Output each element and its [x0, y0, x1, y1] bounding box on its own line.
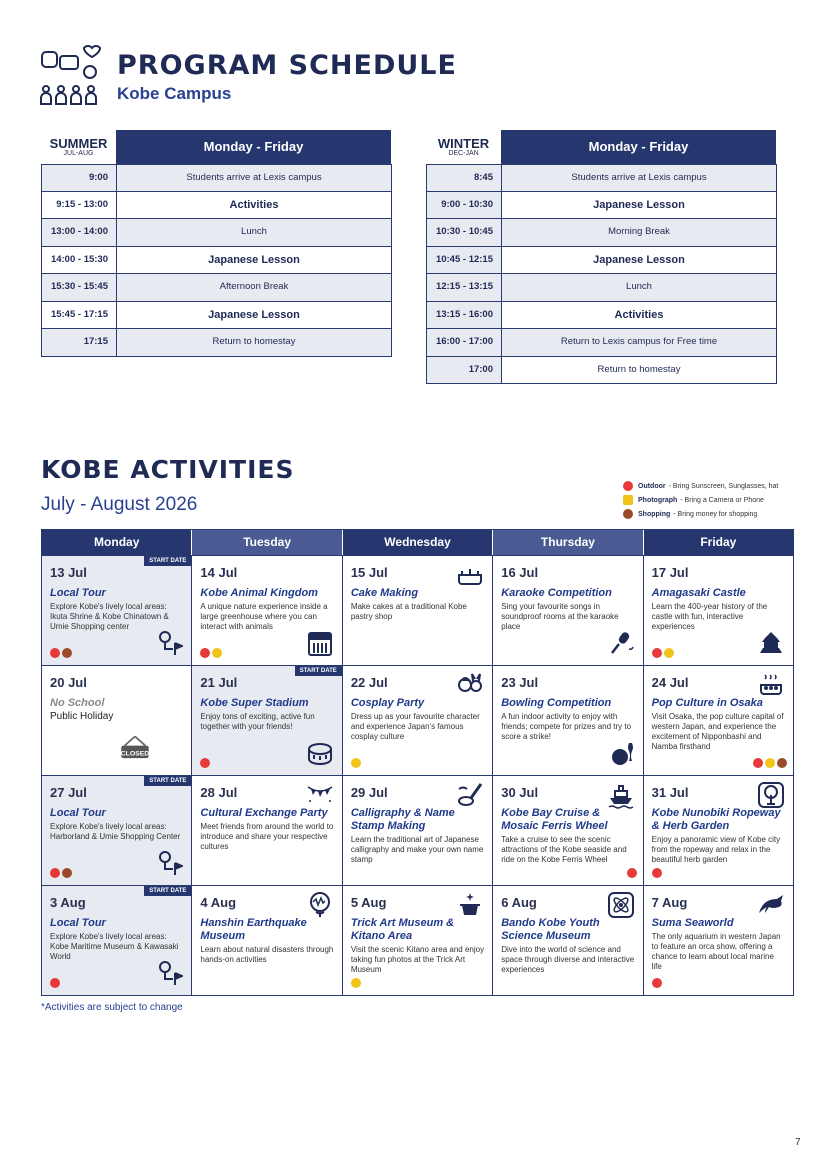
activity-badges: [652, 978, 662, 988]
sun-icon: [753, 758, 763, 768]
schedule-time: 17:00: [427, 357, 502, 384]
activity-date: 13 Jul: [50, 565, 87, 580]
activity-badges: [50, 648, 72, 658]
activity-date: 23 Jul: [501, 675, 539, 690]
schedule-activity: Japanese Lesson: [208, 253, 300, 266]
activity-date: 24 Jul: [651, 675, 689, 690]
takoyaki-icon: [757, 671, 785, 699]
schedule-row: [41, 192, 392, 220]
activity-date: 5 Aug: [350, 895, 387, 910]
activity-badges: [351, 978, 361, 988]
schedule-activity: Japanese Lesson: [593, 253, 685, 266]
legend-label: Outdoor: [638, 482, 666, 490]
calendar-day-header: [42, 530, 793, 555]
activity-title: Kobe Super Stadium: [200, 697, 309, 709]
legend-item-outdoor: [623, 479, 778, 493]
activity-title: Kobe Nunobiki Ropeway & Herb Garden: [651, 807, 781, 832]
dollar-icon: [623, 509, 633, 519]
camera-icon: [351, 978, 361, 988]
bowling-icon: [607, 739, 635, 767]
schedule-activity: Lunch: [241, 226, 267, 237]
dolphin-icon: [757, 891, 785, 919]
schedule-activity: Activities: [229, 198, 279, 211]
activity-description: The only aquarium in western Japan to feature an orca show, offering a chance to learn about local marine life: [651, 932, 781, 971]
activity-cell: [192, 886, 342, 995]
schedule-time: 13:00 - 14:00: [42, 219, 117, 246]
sun-icon: [652, 648, 662, 658]
schedule-time: 10:30 - 10:45: [427, 219, 502, 246]
dollar-icon: [777, 758, 787, 768]
schedule-activity: Japanese Lesson: [593, 198, 685, 211]
winter-schedule: [426, 130, 777, 384]
days-header: Monday - Friday: [116, 130, 391, 164]
activity-badges: [627, 868, 637, 878]
activity-date: 31 Jul: [651, 785, 689, 800]
camera-icon: [351, 758, 361, 768]
season-name: WINTER: [437, 136, 490, 151]
activities-calendar: [41, 529, 794, 996]
activity-badges: [200, 758, 210, 768]
schedule-row: [41, 302, 392, 330]
page-number: 7: [795, 1137, 801, 1148]
activities-title: KOBE ACTIVITIES: [41, 455, 295, 484]
legend: [623, 479, 778, 521]
map-pin-flag-icon: [155, 959, 183, 987]
sun-icon: [623, 481, 633, 491]
schedule-time: 10:45 - 12:15: [427, 247, 502, 274]
activity-cell: [192, 666, 342, 775]
activity-description: Visit Osaka, the pop culture capital of western Japan, and experience the excitement of Nipponbashi and Namba firsthand: [651, 712, 784, 751]
schedule-time: 12:15 - 13:15: [427, 274, 502, 301]
schedule-time: 9:00 - 10:30: [427, 192, 502, 219]
season-name: SUMMER: [49, 136, 108, 151]
activity-date: 20 Jul: [50, 675, 87, 690]
sun-icon: [50, 648, 60, 658]
activity-description: Explore Kobe's lively local areas: Harborland & Umie Shopping Center: [50, 822, 181, 841]
activity-title: Kobe Bay Cruise & Mosaic Ferris Wheel: [501, 807, 608, 832]
activity-cell: [343, 556, 493, 665]
schedule-row: [426, 357, 777, 385]
activity-cell: [493, 776, 643, 885]
calendar-week: [42, 885, 793, 995]
activity-title: Trick Art Museum & Kitano Area: [350, 917, 455, 942]
activity-date: 27 Jul: [50, 785, 87, 800]
activity-description: Learn the 400-year history of the castle with fun, interactive experiences: [651, 602, 768, 631]
activity-description: Public Holiday: [50, 711, 114, 722]
activity-description: Make cakes at a traditional Kobe pastry shop: [350, 602, 467, 621]
sun-icon: [50, 978, 60, 988]
activity-cell: [644, 776, 793, 885]
activity-description: Explore Kobe's lively local areas: Kobe Maritime Museum & Kawasaki World: [50, 932, 179, 961]
activity-date: 29 Jul: [350, 785, 388, 800]
activity-cell: [192, 776, 342, 885]
activity-title: Karaoke Competition: [501, 587, 612, 599]
activity-description: Take a cruise to see the scenic attractions of the Kobe seaside and ride on the Kobe Ferris Wheel: [501, 835, 627, 864]
schedule-row: [41, 219, 392, 247]
legend-text: - Bring Sunscreen, Sunglasses, hat: [668, 482, 779, 490]
page-title: PROGRAM SCHEDULE: [117, 50, 457, 81]
activity-description: A unique nature experience inside a large greenhouse where you can interact with animals: [200, 602, 328, 631]
activity-cell: [644, 666, 793, 775]
activity-cell: [42, 556, 192, 665]
schedule-activity: Students arrive at Lexis campus: [571, 172, 707, 183]
schedule-row: [426, 302, 777, 330]
ship-icon: [607, 781, 635, 809]
schedule-time: 16:00 - 17:00: [427, 329, 502, 356]
activity-description: Enjoy a panoramic view of Kobe city from the ropeway and relax in the beautiful herb garden: [651, 835, 781, 864]
atom-icon: [607, 891, 635, 919]
svg-text:CLOSED: CLOSED: [121, 750, 150, 758]
season-months: DEC-JAN: [448, 150, 479, 157]
activity-cell: [42, 666, 192, 775]
sun-icon: [652, 868, 662, 878]
activity-badges: [753, 758, 787, 768]
schedule-row: [426, 164, 777, 192]
schedule-time: 9:00: [42, 165, 117, 191]
schedule-activity: Return to homestay: [212, 336, 296, 347]
activity-badges: [50, 978, 60, 988]
activity-date: 3 Aug: [50, 895, 86, 910]
activity-date: 21 Jul: [200, 675, 238, 690]
schedule-row: [426, 274, 777, 302]
activity-badges: [200, 648, 222, 658]
activity-title: Local Tour: [50, 587, 106, 599]
activities-period: July - August 2026: [41, 494, 198, 515]
calendar-week: [42, 555, 793, 665]
season-label: [41, 130, 116, 164]
season-months: JUL-AUG: [63, 150, 94, 157]
tree-icon: [757, 781, 785, 809]
activity-description: Meet friends from around the world to introduce and share your respective cultures: [200, 822, 334, 851]
activity-title: Bowling Competition: [501, 697, 612, 709]
activity-description: Explore Kobe's lively local areas: Ikuta Shrine & Kobe Chinatown & Umie Shopping center: [50, 602, 169, 631]
schedule-activity: Return to homestay: [597, 363, 681, 375]
schedule-row: [41, 329, 392, 357]
activity-description: Learn the traditional art of Japanese calligraphy and make your own name stamp: [350, 835, 484, 864]
dollar-icon: [62, 868, 72, 878]
activity-cell: [42, 776, 192, 885]
magic-hat-icon: [456, 891, 484, 919]
campus-subtitle: Kobe Campus: [117, 84, 232, 103]
schedule-time: 8:45: [427, 165, 502, 191]
camera-icon: [664, 648, 674, 658]
activity-date: 28 Jul: [200, 785, 238, 800]
legend-text: - Bring a Camera or Phone: [680, 496, 764, 504]
day-friday: Friday: [644, 530, 793, 555]
schedule-row: [41, 164, 392, 192]
people-chat-icon: [40, 44, 102, 106]
activity-description: Dress up as your favourite character and experience Japan's famous cosplay culture: [350, 712, 480, 741]
activity-date: 4 Aug: [200, 895, 237, 910]
activity-title: Local Tour: [50, 807, 106, 819]
activity-title: Cultural Exchange Party: [200, 807, 328, 819]
schedule-time: 17:15: [42, 329, 117, 356]
schedule-row: [426, 219, 777, 247]
activity-badges: [351, 758, 361, 768]
activity-title: Local Tour: [50, 917, 106, 929]
day-monday: Monday: [42, 530, 192, 555]
schedule-activity: Students arrive at Lexis campus: [186, 172, 322, 183]
schedule-time: 9:15 - 13:00: [42, 192, 117, 219]
camera-icon: [765, 758, 775, 768]
activity-title: No School: [50, 697, 105, 709]
activity-cell: [42, 886, 192, 995]
activity-cell: [192, 556, 342, 665]
start-date-badge: START DATE: [295, 666, 342, 676]
activity-date: 7 Aug: [651, 895, 688, 910]
activity-title: Amagasaki Castle: [651, 587, 746, 599]
activity-title: Cake Making: [350, 587, 419, 599]
activity-title: Pop Culture in Osaka: [651, 697, 763, 709]
activity-description: Dive into the world of science and space through diverse and interactive experiences: [501, 945, 635, 974]
schedule-row: [426, 192, 777, 220]
schedule-time: 15:45 - 17:15: [42, 302, 117, 329]
activity-description: Visit the scenic Kitano area and enjoy taking fun photos at the Trick Art Museum: [350, 945, 485, 974]
schedule-activity: Activities: [614, 308, 664, 321]
day-thursday: Thursday: [493, 530, 643, 555]
season-label: [426, 130, 501, 164]
activity-title: Bando Kobe Youth Science Museum: [501, 917, 600, 942]
legend-text: - Bring money for shopping: [673, 510, 758, 518]
sun-icon: [200, 758, 210, 768]
activity-badges: [652, 648, 674, 658]
day-tuesday: Tuesday: [192, 530, 342, 555]
start-date-badge: START DATE: [144, 776, 191, 786]
activity-description: Learn about natural disasters through hands-on activities: [200, 945, 334, 964]
legend-label: Shopping: [638, 510, 671, 518]
bunting-icon: [306, 781, 334, 809]
disclaimer-note: *Activities are subject to change: [41, 1002, 183, 1013]
sun-icon: [50, 868, 60, 878]
activity-cell: [644, 886, 793, 995]
activity-cell: [493, 886, 643, 995]
zoo-icon: [306, 629, 334, 657]
schedule-activity: Morning Break: [608, 226, 670, 237]
summer-schedule: [41, 130, 392, 357]
schedule-activity: Afternoon Break: [219, 281, 289, 292]
schedule-time: 14:00 - 15:30: [42, 247, 117, 274]
schedule-activity: Japanese Lesson: [208, 308, 300, 321]
brush-icon: [456, 781, 484, 809]
activity-title: Hanshin Earthquake Museum: [200, 917, 307, 942]
activity-date: 6 Aug: [501, 895, 537, 910]
schedule-row: [426, 247, 777, 275]
activity-date: 16 Jul: [501, 565, 539, 580]
day-wednesday: Wednesday: [343, 530, 493, 555]
activity-cell: [493, 666, 643, 775]
activity-title: Calligraphy & Name Stamp Making: [350, 807, 455, 832]
activity-description: Sing your favourite songs in soundproof rooms at the karaoke place: [501, 602, 619, 631]
activity-description: A fun indoor activity to enjoy with friends; compete for prizes and try to score a strike!: [501, 712, 632, 741]
legend-item-photo: [623, 493, 778, 507]
activity-cell: [343, 666, 493, 775]
activity-title: Kobe Animal Kingdom: [200, 587, 318, 599]
activity-description: Enjoy tons of exciting, active fun together with your friends!: [200, 712, 315, 731]
activity-title: Cosplay Party: [350, 697, 425, 709]
activity-badges: [50, 868, 72, 878]
sun-icon: [652, 978, 662, 988]
activity-date: 17 Jul: [651, 565, 689, 580]
schedule-time: 13:15 - 16:00: [427, 302, 502, 329]
castle-icon: [757, 629, 785, 657]
closed-sign-icon: [119, 733, 151, 765]
activity-date: 15 Jul: [350, 565, 388, 580]
camera-icon: [623, 495, 633, 505]
activity-date: 30 Jul: [501, 785, 539, 800]
activity-cell: [644, 556, 793, 665]
days-header: Monday - Friday: [501, 130, 776, 164]
cake-icon: [456, 561, 484, 589]
schedule-activity: Return to Lexis campus for Free time: [560, 336, 718, 347]
activity-date: 14 Jul: [200, 565, 238, 580]
stadium-icon: [306, 739, 334, 767]
activity-title: Suma Seaworld: [651, 917, 734, 929]
activity-badges: [652, 868, 662, 878]
calendar-week: [42, 775, 793, 885]
microphone-icon: [607, 629, 635, 657]
activity-date: 22 Jul: [350, 675, 388, 690]
legend-item-shopping: [623, 507, 778, 521]
sun-icon: [627, 868, 637, 878]
schedule-activity: Lunch: [626, 281, 652, 292]
start-date-badge: START DATE: [144, 556, 191, 566]
map-pin-flag-icon: [155, 629, 183, 657]
start-date-badge: START DATE: [144, 886, 191, 896]
schedule-row: [426, 329, 777, 357]
map-pin-flag-icon: [155, 849, 183, 877]
calendar-week: [42, 665, 793, 775]
sun-icon: [200, 648, 210, 658]
activity-cell: [493, 556, 643, 665]
camera-icon: [212, 648, 222, 658]
schedule-row: [41, 274, 392, 302]
schedule-row: [41, 247, 392, 275]
dollar-icon: [62, 648, 72, 658]
activity-cell: [343, 776, 493, 885]
activity-cell: [343, 886, 493, 995]
schedule-time: 15:30 - 15:45: [42, 274, 117, 301]
cosplay-icon: [456, 671, 484, 699]
seismograph-icon: [306, 891, 334, 919]
legend-label: Photograph: [638, 496, 678, 504]
